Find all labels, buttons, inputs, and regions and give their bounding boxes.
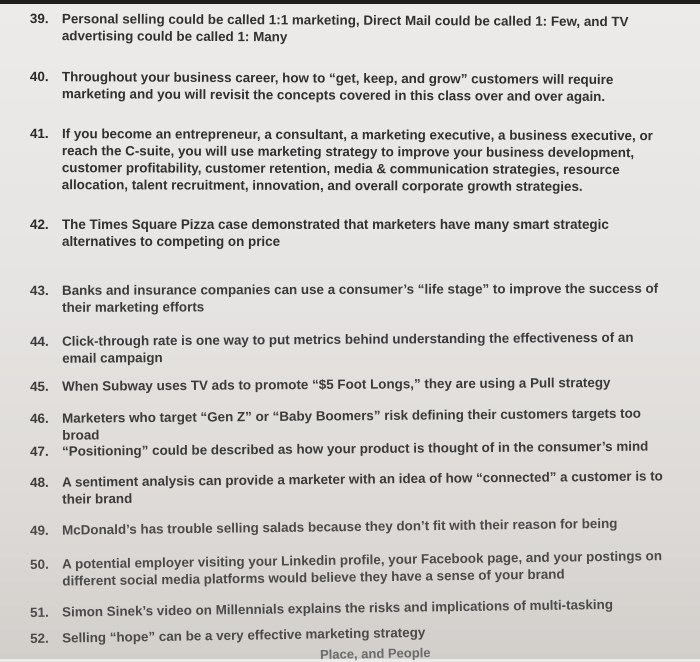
item-text: The Times Square Pizza case demonstrated that marketers have many smart strategic alternatives to competing on price xyxy=(62,217,609,249)
list-item-51 xyxy=(30,595,670,621)
list-item-50 xyxy=(30,547,670,590)
item-text: Selling “hope” can be a very effective marketing strategy xyxy=(62,624,426,646)
item-text: Simon Sinek’s video on Millennials explains the risks and implications of multi-tasking xyxy=(62,596,614,620)
item-number: 40. xyxy=(29,68,49,85)
item-number: 52. xyxy=(30,630,49,646)
item-text: If you become an entrepreneur, a consultant, a marketing executive, a business executive, or reach the C-suite, you will use marketing strategy to improve your business development, customer profitability, customer retention, media & communication strategies, resource allocation, talent recruitment, innovation, and overall corporate growth strategies. xyxy=(61,126,653,194)
list-item-39 xyxy=(30,10,670,47)
item-number: 51. xyxy=(30,604,49,620)
item-number: 39. xyxy=(29,10,49,27)
item-number: 42. xyxy=(30,217,49,232)
item-number: 44. xyxy=(30,333,49,349)
list-item-40 xyxy=(30,68,670,105)
list-item-45 xyxy=(30,374,670,395)
list-item-52 xyxy=(30,620,670,647)
item-text: Throughout your business career, how to “get, keep, and grow” customers will require marketing and you will revisit the concepts covered in this class over and over again. xyxy=(61,69,614,105)
item-text: Marketers who target “Gen Z” or “Baby Boomers” risk defining their customers targets too broad xyxy=(62,405,642,443)
item-text: Click-through rate is one way to put metrics behind understanding the effectiveness of an email campaign xyxy=(62,329,634,366)
item-text: A sentiment analysis can provide a marketer with an idea of how “connected” a customer is to their brand xyxy=(62,468,663,507)
list-item-42 xyxy=(30,216,670,250)
item-text: “Positioning” could be described as how your product is thought of in the consumer’s mind xyxy=(62,438,649,459)
item-number: 50. xyxy=(30,556,49,572)
item-text: McDonald’s has trouble selling salads because they don’t fit with their reason for being xyxy=(62,515,618,538)
list-item-41 xyxy=(30,125,670,195)
item-number: 46. xyxy=(30,410,49,426)
item-number: 41. xyxy=(29,125,49,142)
item-text: When Subway uses TV ads to promote “$5 Foot Longs,” they are using a Pull strategy xyxy=(62,374,611,394)
item-number: 49. xyxy=(30,522,49,538)
list-item-49 xyxy=(30,514,670,539)
list-item-44 xyxy=(30,329,670,367)
item-number: 43. xyxy=(30,282,49,298)
item-text: A potential employer visiting your Linkedin profile, your Facebook page, and your postings on different social media platforms would believe they have a sense of your brand xyxy=(62,548,663,589)
item-text: Personal selling could be called 1:1 marketing, Direct Mail could be called 1: Few, and TV advertising could be called 1: Many xyxy=(61,11,629,45)
list-item-48 xyxy=(30,467,670,508)
item-number: 45. xyxy=(30,378,49,394)
list-item-43 xyxy=(30,280,670,316)
item-text: Banks and insurance companies can use a consumer’s “life stage” to improve the success of their marketing efforts xyxy=(62,280,659,315)
cut-off-text-fragment: Place, and People xyxy=(319,645,431,662)
item-number: 48. xyxy=(30,474,49,490)
item-number: 47. xyxy=(30,443,49,459)
